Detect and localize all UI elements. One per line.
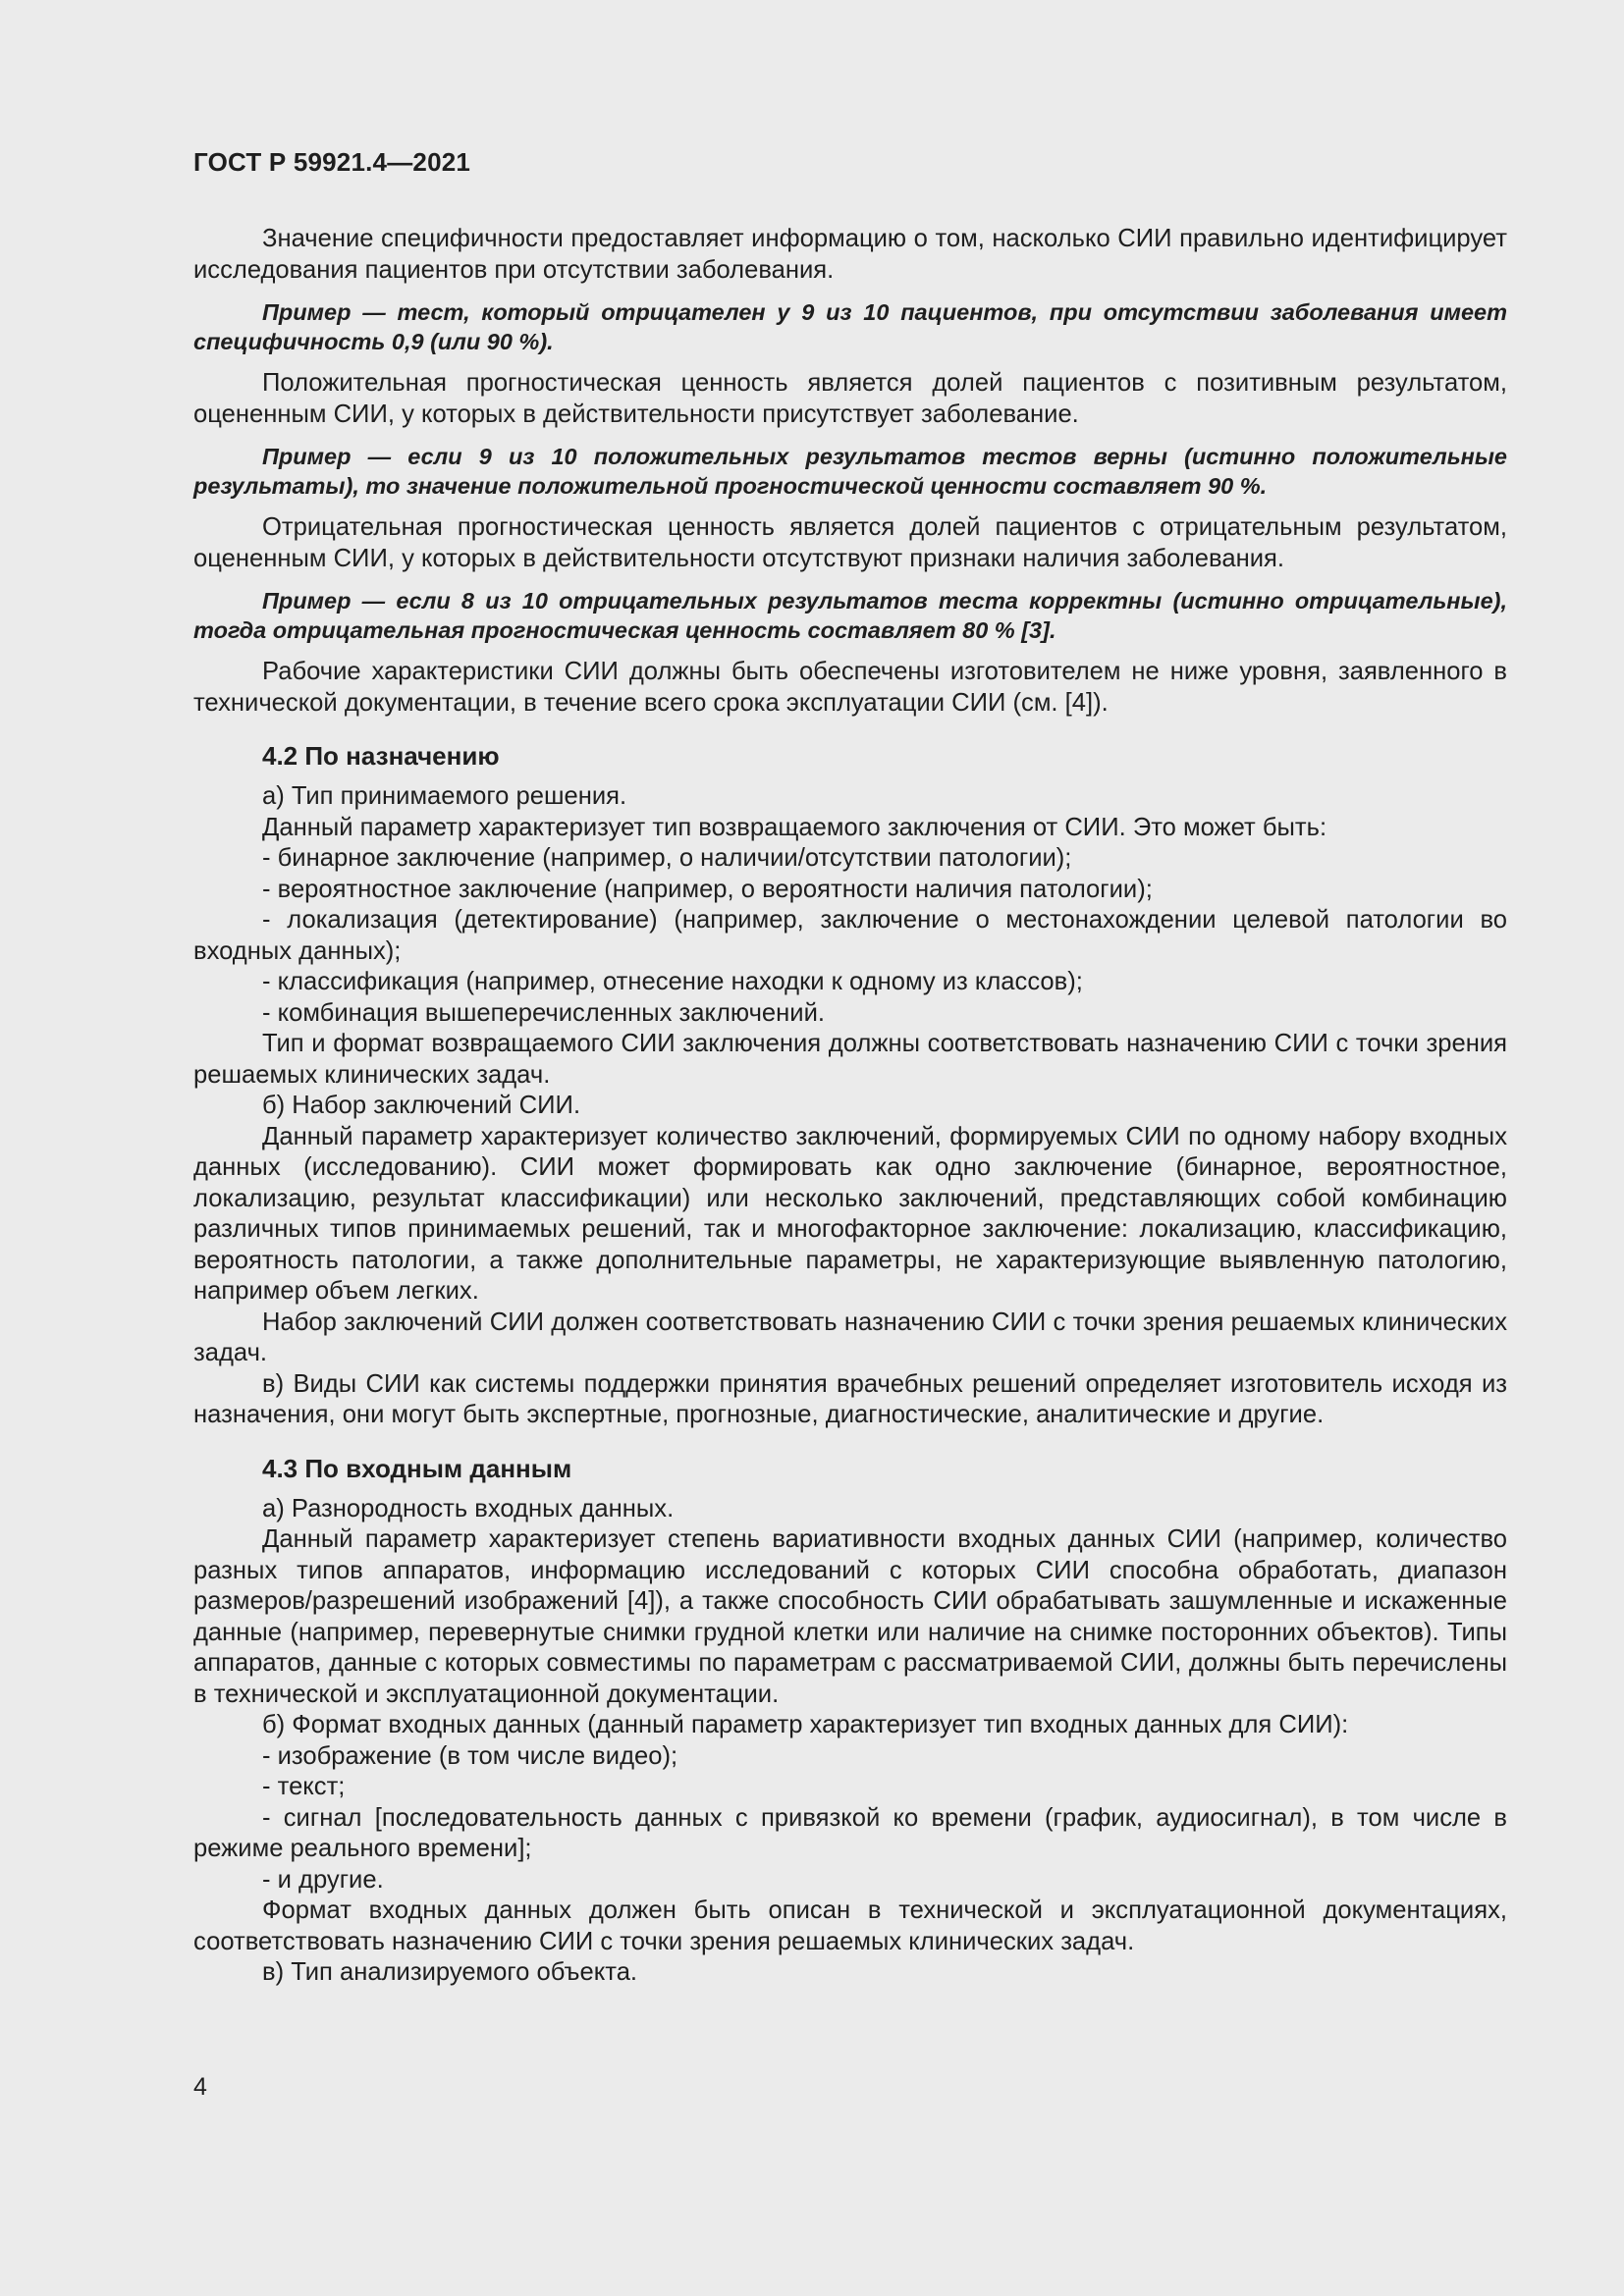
paragraph: Отрицательная прогностическая ценность является долей пациентов с отрицательным результатом, оцененным СИИ, у которых в действительности отсутствуют признаки наличия заболевания. bbox=[193, 513, 1507, 572]
section-4-3-line: а) Разнородность входных данных. bbox=[262, 1494, 675, 1522]
section-4-2-line: в) Виды СИИ как системы поддержки принятия врачебных решений определяет изготовитель исходя из назначения, они могут быть экспертные, прогнозные, диагностические, аналитические и другие. bbox=[193, 1369, 1507, 1428]
section-4-3-list-item: - текст; bbox=[262, 1773, 346, 1800]
section-4-2-line: Тип и формат возвращаемого СИИ заключения должны соответствовать назначению СИИ с точки зрения решаемых клинических задач. bbox=[193, 1030, 1507, 1089]
section-4-2-line: Данный параметр характеризует количество заключений, формируемых СИИ по одному набору входных данных (исследованию). СИИ может формировать как одно заключение (бинарное, вероятностное, локализацию, результат классификации) или несколько заключений, представляющих собой комбинацию различных типов принимаемых решений, так и многофакторное заключение: локализацию, классификацию, вероятность патологии, а также дополнительные параметры, не характеризующие выявленную патологию, например объем легких. bbox=[193, 1122, 1507, 1305]
section-4-3-list-item: - изображение (в том числе видео); bbox=[262, 1741, 678, 1770]
paragraph: Положительная прогностическая ценность является долей пациентов с позитивным результатом, оцененным СИИ, у которых в действительности присутствует заболевание. bbox=[193, 369, 1507, 428]
section-4-3-list-item: - сигнал [последовательность данных с привязкой ко времени (график, аудиосигнал), в том числе в режиме реального времени]; bbox=[193, 1803, 1507, 1862]
section-4-2-list-item: - вероятностное заключение (например, о вероятности наличия патологии); bbox=[262, 875, 1153, 903]
section-4-3-line: в) Тип анализируемого объекта. bbox=[262, 1958, 638, 1986]
section-4-3-line: Формат входных данных должен быть описан в технической и эксплуатационной документациях, соответствовать назначению СИИ с точки зрения решаемых клинических задач. bbox=[193, 1896, 1507, 1955]
example-note: Пример — если 9 из 10 положительных результатов тестов верны (истинно положительные результаты), то значение положительной прогностической ценности составляет 90 %. bbox=[193, 444, 1507, 499]
section-4-3-list-item: - и другие. bbox=[262, 1865, 384, 1894]
section-4-2-line: Набор заключений СИИ должен соответствовать назначению СИИ с точки зрения решаемых клинических задач. bbox=[193, 1308, 1507, 1366]
section-4-3-line: Данный параметр характеризует степень вариативности входных данных СИИ (например, количество разных типов аппаратов, информацию исследований с которых СИИ способна обработать, диапазон размеров/разрешений изображений [4]), а также способность СИИ обрабатывать зашумленные и искаженные данные (например, перевернутые снимки грудной клетки или наличие на снимке посторонних объектов). Типы аппаратов, данные с которых совместимы по параметрам с рассматриваемой СИИ, должны быть перечислены в технической и эксплуатационной документации. bbox=[193, 1525, 1507, 1708]
document-header: ГОСТ Р 59921.4—2021 bbox=[193, 147, 471, 177]
section-4-2-list-item: - классификация (например, отнесение находки к одному из классов); bbox=[262, 968, 1083, 995]
section-heading-4-2: 4.2 По назначению bbox=[262, 741, 500, 771]
document-body bbox=[193, 224, 1507, 1989]
section-4-2-line: а) Тип принимаемого решения. bbox=[262, 782, 627, 810]
section-4-2-list-item: - комбинация вышеперечисленных заключений. bbox=[262, 998, 825, 1027]
section-4-2-line: б) Набор заключений СИИ. bbox=[262, 1092, 581, 1119]
page-number: 4 bbox=[193, 2073, 207, 2101]
section-4-2-list-item: - бинарное заключение (например, о наличии/отсутствии патологии); bbox=[262, 844, 1072, 872]
example-note: Пример — тест, который отрицателен у 9 из 10 пациентов, при отсутствии заболевания имеет специфичность 0,9 (или 90 %). bbox=[193, 299, 1507, 354]
section-4-3-line: б) Формат входных данных (данный параметр характеризует тип входных данных для СИИ): bbox=[262, 1711, 1349, 1738]
section-4-2-list-item: - локализация (детектирование) (например, заключение о местонахождении целевой патологии во входных данных); bbox=[193, 906, 1507, 965]
section-heading-4-3: 4.3 По входным данным bbox=[262, 1453, 572, 1483]
section-4-2-line: Данный параметр характеризует тип возвращаемого заключения от СИИ. Это может быть: bbox=[262, 813, 1327, 841]
example-note: Пример — если 8 из 10 отрицательных результатов теста корректны (истинно отрицательные), тогда отрицательная прогностическая ценность составляет 80 % [3]. bbox=[193, 588, 1507, 643]
paragraph: Значение специфичности предоставляет информацию о том, насколько СИИ правильно идентифицирует исследования пациентов при отсутствии заболевания. bbox=[193, 225, 1507, 284]
paragraph: Рабочие характеристики СИИ должны быть обеспечены изготовителем не ниже уровня, заявленного в технической документации, в течение всего срока эксплуатации СИИ (см. [4]). bbox=[193, 658, 1507, 717]
